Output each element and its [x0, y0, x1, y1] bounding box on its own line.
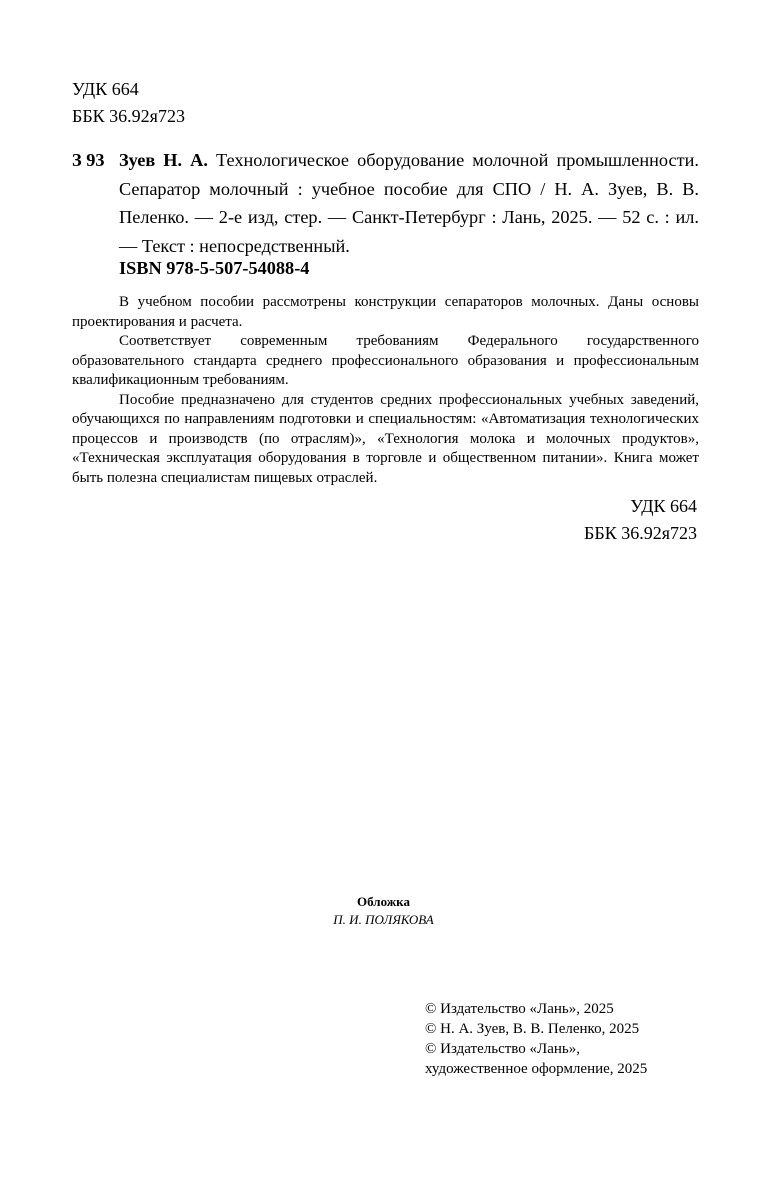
- annotation: [72, 293, 699, 488]
- bibliographic-record: [72, 146, 699, 260]
- classification-codes-bottom: [584, 493, 697, 546]
- isbn: ISBN 978-5-507-54088-4: [119, 258, 310, 278]
- record-text: Технологическое оборудование молочной промышленности. Сепаратор молочный : учебное пособие для СПО / Н. А. Зуев, В. В. Пеленко. — 2-е изд, стер. — Санкт-Петербург : Лань, 2025. — 52 с. : ил. — Текст : непосредственный.: [119, 150, 699, 256]
- bbk-code: ББК 36.92я723: [584, 522, 697, 543]
- udk-code: УДК 664: [72, 79, 139, 99]
- copyright-line: © Н. А. Зуев, В. В. Пеленко, 2025: [425, 1021, 640, 1037]
- copyright-line: © Издательство «Лань», 2025: [425, 1001, 614, 1017]
- bibliographic-description: [119, 146, 699, 260]
- author-mark: З 93: [72, 150, 105, 170]
- copyright-block: [425, 999, 647, 1079]
- copyright-line: художественное оформление, 2025: [425, 1061, 648, 1077]
- cover-designer-name: П. И. ПОЛЯКОВА: [333, 912, 434, 927]
- annotation-paragraph: Пособие предназначено для студентов средних профессиональных учебных заведений, обучающихся по направлениям подготовки и специальностям: «Автоматизация технологических процессов и производств (по отраслям)», «Технология молока и молочных продуктов», «Техническая эксплуатация оборудования в торговле и общественном питании». Книга может быть полезна специалистам пищевых отраслей.: [72, 391, 699, 486]
- udk-code: УДК 664: [630, 496, 697, 516]
- annotation-paragraph: В учебном пособии рассмотрены конструкции сепараторов молочных. Даны основы проектирования и расчета.: [72, 294, 699, 330]
- bbk-code: ББК 36.92я723: [72, 106, 185, 126]
- copyright-line: © Издательство «Лань»,: [425, 1041, 580, 1057]
- classification-codes-top: [72, 76, 185, 130]
- author-name: Зуев Н. А.: [119, 150, 208, 170]
- cover-credit-label: Обложка: [357, 894, 410, 909]
- annotation-paragraph: Соответствует современным требованиям Федерального государственного образовательного стандарта среднего профессионального образования и профессиональным квалификационным требованиям.: [72, 333, 699, 388]
